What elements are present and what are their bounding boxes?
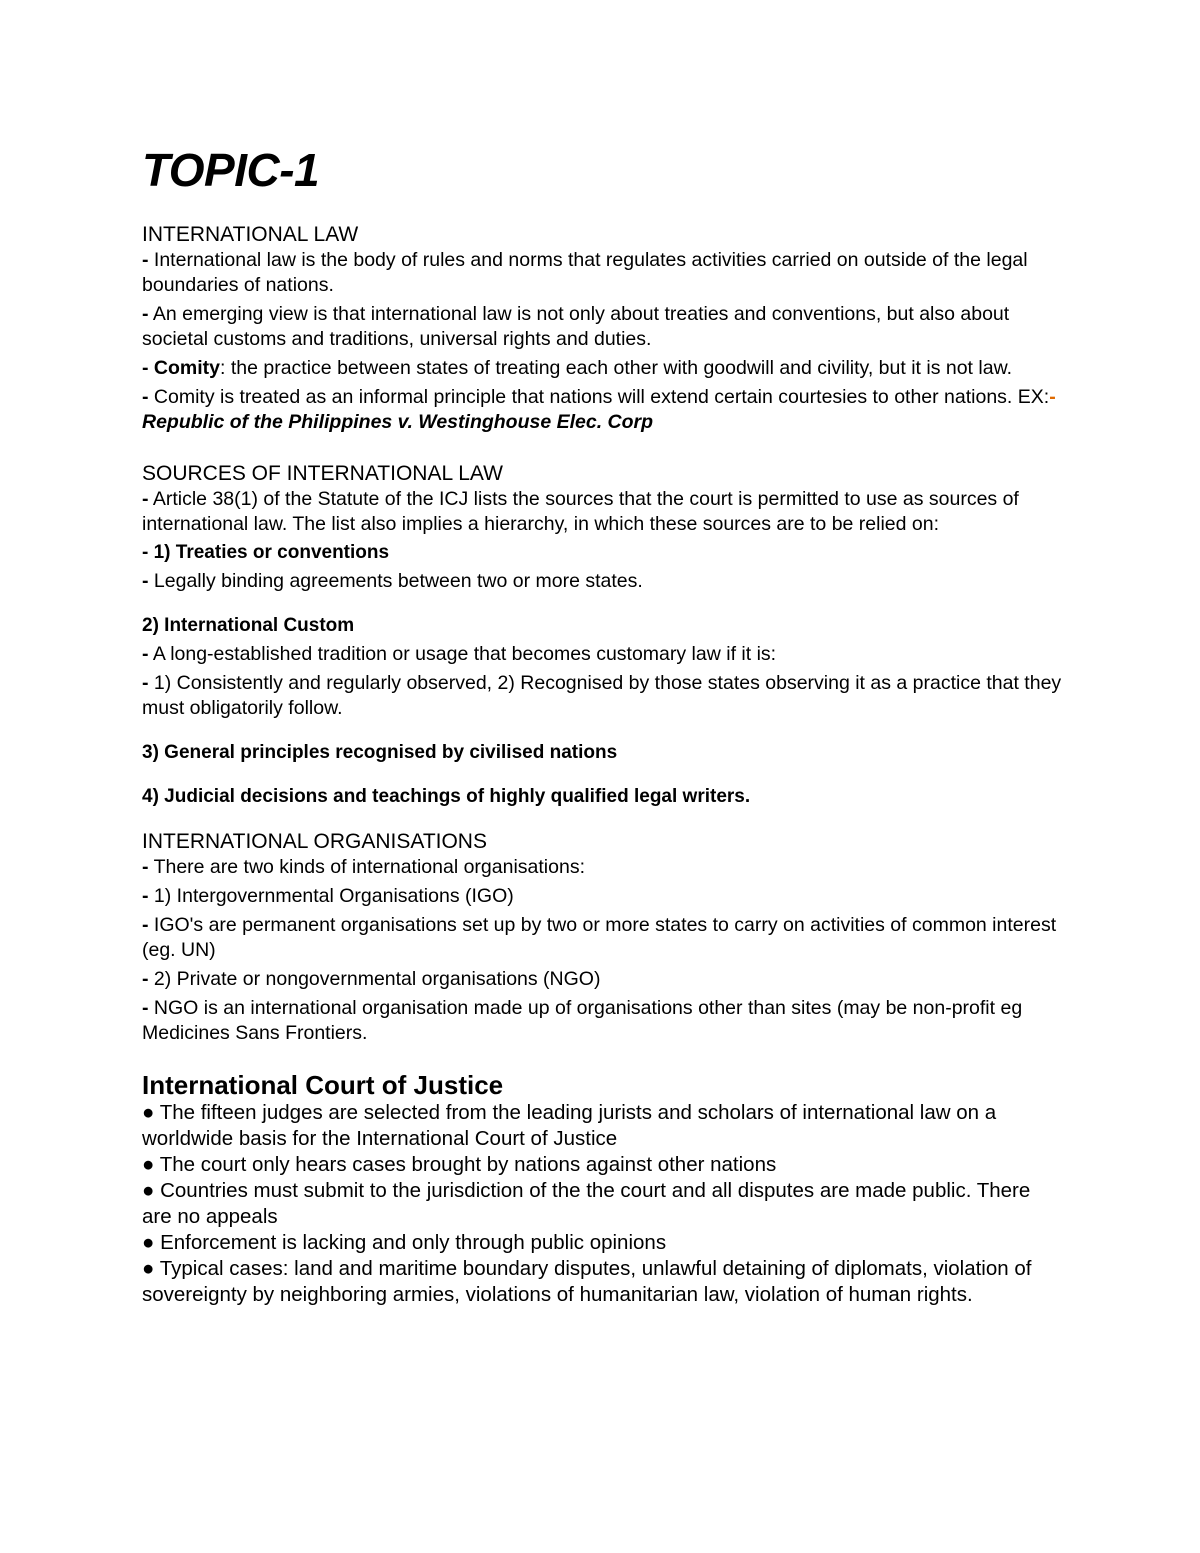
para-igo: - 1) Intergovernmental Organisations (IGO) — [142, 885, 514, 907]
para-ngo: - 2) Private or nongovernmental organisations (NGO) — [142, 968, 601, 990]
para-emerging-view: - An emerging view is that international law is not only about treaties and conventions, but also about societal customs and traditions, universal rights and duties. — [142, 303, 1010, 350]
source-treaties: - 1) Treaties or conventions — [142, 542, 390, 563]
dash-marker: - — [142, 249, 149, 271]
bullet-icon: ● — [142, 1231, 155, 1254]
source-custom: 2) International Custom — [142, 615, 355, 636]
para-igo-definition: - IGO's are permanent organisations set up by two or more states to carry on activities of common interest (eg. UN) — [142, 914, 1057, 961]
document-content — [142, 140, 1062, 1308]
bullet-item: ● The court only hears cases brought by nations against other nations — [142, 1153, 777, 1176]
case-citation: Republic of the Philippines v. Westinghouse Elec. Corp — [142, 411, 654, 433]
dash-marker: - — [142, 672, 149, 694]
dash-marker: - — [142, 386, 149, 408]
bullet-item: ● Countries must submit to the jurisdiction of the the court and all disputes are made public. There are no appeals — [142, 1179, 1031, 1228]
source-general-principles: 3) General principles recognised by civilised nations — [142, 742, 618, 763]
bullet-icon: ● — [142, 1153, 155, 1176]
para-org-kinds: - There are two kinds of international organisations: — [142, 856, 585, 878]
dash-marker: - — [142, 856, 149, 878]
dash-marker: - — [142, 968, 149, 990]
bullet-icon: ● — [142, 1257, 155, 1280]
bullet-icon: ● — [142, 1179, 155, 1202]
dash-marker: - — [142, 914, 149, 936]
bullet-item: ● Typical cases: land and maritime boundary disputes, unlawful detaining of diplomats, violation of sovereignty by neighboring armies, violations of humanitarian law, violation of human rights. — [142, 1257, 1032, 1306]
para-custom-conditions: - 1) Consistently and regularly observed, 2) Recognised by those states observing it as a practice that they must obligatorily follow. — [142, 672, 1062, 719]
para-comity-example: - Comity is treated as an informal principle that nations will extend certain courtesies to other nations. EX:- Republic of the Philippines v. Westinghouse Elec. Corp — [142, 386, 1056, 433]
bullet-item: ● The fifteen judges are selected from the leading jurists and scholars of international law on a worldwide basis for the International Court of Justice — [142, 1101, 997, 1150]
para-comity: - Comity: the practice between states of treating each other with goodwill and civility, but it is not law. — [142, 357, 1012, 379]
dash-marker: - — [142, 488, 149, 510]
heading-international-law: INTERNATIONAL LAW — [142, 223, 359, 246]
dash-marker: - — [142, 357, 149, 379]
bullet-icon: ● — [142, 1101, 155, 1124]
dash-marker: - — [142, 570, 149, 592]
para-custom-definition: - A long-established tradition or usage that becomes customary law if it is: — [142, 643, 777, 665]
para-treaties-definition: - Legally binding agreements between two or more states. — [142, 570, 643, 592]
para-article-38: - Article 38(1) of the Statute of the ICJ lists the sources that the court is permitted to use as sources of international law. The list also implies a hierarchy, in which these sources are to be relied on: — [142, 488, 1019, 535]
para-definition: - International law is the body of rules and norms that regulates activities carried on outside of the legal boundaries of nations. — [142, 249, 1028, 296]
para-ngo-definition: - NGO is an international organisation made up of organisations other than sites (may be non-profit eg Medicines Sans Frontiers. — [142, 997, 1023, 1044]
case-dash-marker: - — [1049, 386, 1056, 408]
heading-icj: International Court of Justice — [142, 1070, 504, 1100]
dash-marker: - — [142, 303, 149, 325]
heading-organisations: INTERNATIONAL ORGANISATIONS — [142, 830, 487, 853]
bullet-item: ● Enforcement is lacking and only through public opinions — [142, 1231, 667, 1254]
page-title: TOPIC-1 — [142, 144, 320, 196]
dash-marker: - — [142, 885, 149, 907]
source-judicial-decisions: 4) Judicial decisions and teachings of highly qualified legal writers. — [142, 786, 751, 807]
dash-marker: - — [142, 542, 149, 563]
dash-marker: - — [142, 997, 149, 1019]
dash-marker: - — [142, 643, 149, 665]
term-comity: Comity — [153, 357, 221, 379]
heading-sources: SOURCES OF INTERNATIONAL LAW — [142, 462, 503, 485]
